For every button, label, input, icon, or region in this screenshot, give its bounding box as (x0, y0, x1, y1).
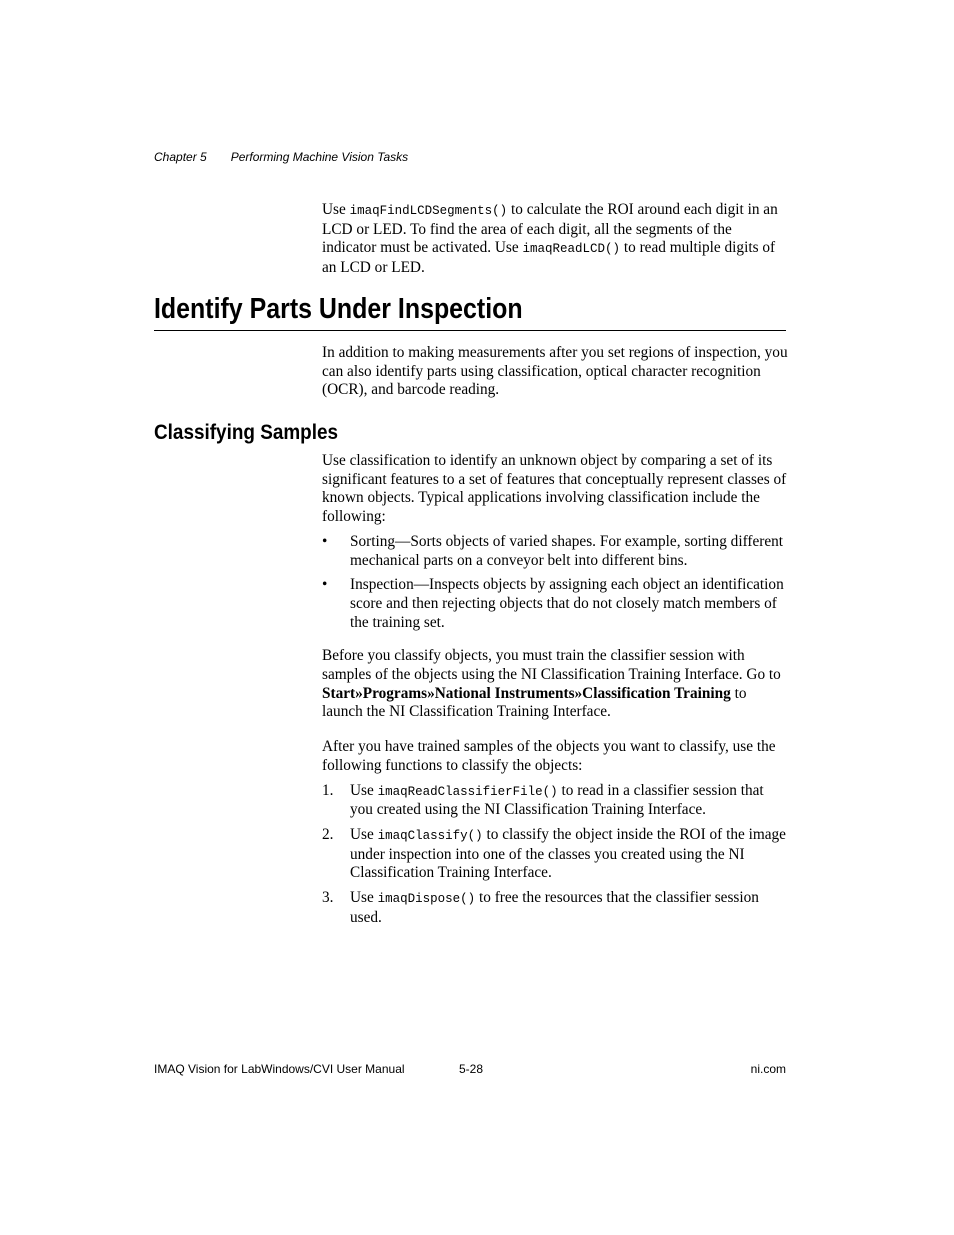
step-number: 1. (322, 781, 334, 799)
intro-paragraph (322, 201, 788, 278)
list-item (322, 826, 788, 883)
bullet-text-sorting: Sorting—Sorts objects of varied shapes. For example, sorting different mechanical parts on a conveyor belt into different bins. (350, 532, 784, 569)
training-text-a: Before you classify objects, you must train the classifier session with samples of the objects using the NI Classification Training Interface. Go to (322, 647, 781, 684)
running-header (154, 150, 408, 164)
footer-site-link[interactable]: ni.com (750, 1062, 786, 1076)
classification-body (322, 452, 788, 927)
menu-path: Start»Programs»National Instruments»Classification Training (322, 684, 731, 702)
step-number: 3. (322, 889, 334, 907)
training-paragraph (322, 647, 788, 722)
classification-intro: Use classification to identify an unknown object by comparing a set of its significant features to a set of features that conceptually represent classes of known objects. Typical applications involving classification include the following: (322, 452, 787, 526)
intro-text-a: Use (322, 201, 350, 218)
step-text: to classify the object inside the ROI of the image under inspection into one of the classes you created using the NI Classification Training Interface. (350, 825, 786, 882)
chapter-title: Performing Machine Vision Tasks (230, 150, 409, 164)
section-heading: Identify Parts Under Inspection (154, 293, 523, 325)
list-item (322, 576, 788, 632)
step-text: to read in a classifier session that you created using the NI Classification Training Interface. (350, 781, 764, 819)
step-number: 2. (322, 825, 334, 843)
footer-page-number: 5-28 (459, 1062, 484, 1076)
list-item (322, 533, 788, 570)
step-text: Use (350, 781, 378, 799)
code-imaqReadClassifierFile: imaqReadClassifierFile() (377, 784, 558, 799)
code-imaqDispose: imaqDispose() (377, 892, 476, 907)
training-text-b: to launch the NI Classification Training Interface. (322, 684, 747, 721)
list-item (322, 782, 788, 820)
section-text: In addition to making measurements after you set regions of inspection, you can also identify parts using classification, optical character recognition (OCR), and barcode reading. (322, 344, 788, 399)
bullet-text-inspection: Inspection—Inspects objects by assigning each object an identification score and then rejecting objects that do not closely match members of the training set. (350, 576, 784, 631)
bullet-marker: • (322, 576, 328, 594)
code-imaqFindLCDSegments: imaqFindLCDSegments() (349, 204, 508, 218)
step-text: Use (350, 889, 378, 907)
chapter-label: Chapter 5 (154, 150, 207, 164)
functions-intro: After you have trained samples of the objects you want to classify, use the following functions to classify the objects: (322, 738, 776, 774)
intro-text-c: to read multiple digits of an LCD or LED. (322, 239, 776, 277)
step-text: Use (350, 825, 378, 843)
intro-text-b: to calculate the ROI around each digit in an LCD or LED. To find the area of each digit, all the segments of the indicator must be activated. Use (322, 201, 778, 257)
list-item (322, 889, 788, 927)
section-paragraph (322, 344, 788, 400)
code-imaqReadLCD: imaqReadLCD() (522, 242, 621, 257)
footer-manual-title: IMAQ Vision for LabWindows/CVI User Manual (154, 1062, 405, 1076)
bullet-marker: • (322, 532, 328, 550)
step-text: to free the resources that the classifier session used. (350, 889, 759, 926)
heading-rule (154, 330, 786, 331)
code-imaqClassify: imaqClassify() (377, 828, 483, 843)
subsection-heading: Classifying Samples (154, 420, 339, 444)
